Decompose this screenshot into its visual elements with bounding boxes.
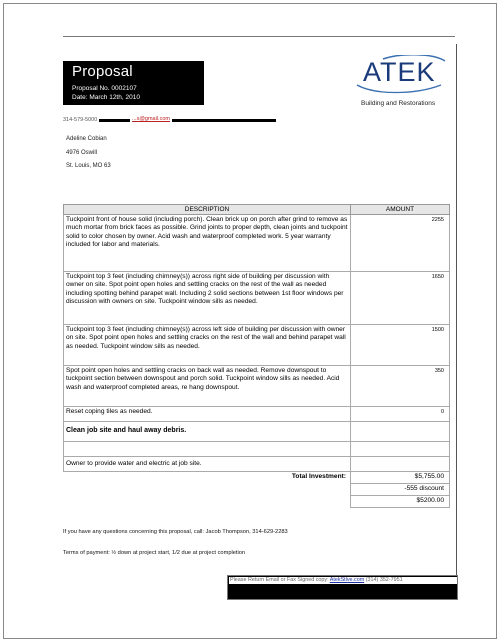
return-prefix: Please Return Email or Fax Signed copy: bbox=[230, 577, 329, 583]
total-row bbox=[64, 472, 450, 484]
line-items-table bbox=[63, 204, 450, 508]
proposal-title: Proposal bbox=[72, 63, 133, 80]
contact-phone: 314-579-5000 bbox=[63, 117, 98, 123]
logo-text: ATEK bbox=[363, 57, 436, 87]
proposal-number: Proposal No. 0002107 bbox=[72, 85, 137, 92]
table-row bbox=[64, 325, 450, 366]
table-row bbox=[64, 407, 450, 422]
row-amount bbox=[351, 442, 450, 457]
row-description bbox=[64, 442, 351, 457]
return-instructions bbox=[229, 577, 457, 584]
top-rule bbox=[63, 36, 455, 37]
row-amount: 1500 bbox=[351, 325, 450, 366]
row-amount bbox=[351, 422, 450, 442]
total-final: $5200.00 bbox=[351, 496, 450, 508]
company-logo bbox=[355, 55, 447, 95]
row-amount: 2255 bbox=[351, 215, 450, 272]
proposal-date: Date: March 12th, 2010 bbox=[72, 94, 140, 101]
table-header-row bbox=[64, 205, 450, 215]
amount-header: AMOUNT bbox=[351, 205, 450, 215]
table-row bbox=[64, 215, 450, 272]
total-subtotal: $5,755.00 bbox=[351, 472, 450, 484]
row-description: Tuckpoint front of house solid (including porch). Clean brick up on porch after grind to remove as much mortar from brick faces as possible. Grind joints to proper depth, clean joints and tuckpoint solid to color chosen by owner. Acid wash and waterproof completed work. 5 year warranty included for labor and materials. bbox=[64, 215, 351, 272]
row-description: Clean job site and haul away debris. bbox=[64, 422, 351, 442]
row-description: Reset coping tiles as needed. bbox=[64, 407, 351, 422]
row-description: Tuckpoint top 3 feet (including chimney(s)) across right side of building per discussion with owner on site. Spot point open holes and settling cracks on the rest of the wall as needed including spotting behind parapet wall. Including 2 solid sections between 1st floor windows per discussion with owners on site. Tuckpoint window sills as needed. bbox=[64, 272, 351, 325]
final-total-row bbox=[64, 496, 450, 508]
table-row bbox=[64, 422, 450, 442]
description-header: DESCRIPTION bbox=[64, 205, 351, 215]
row-description: Spot point open holes and settling cracks on back wall as needed. Remove downspout to tuckpoint section between downspout and porch solid. Tuckpoint window sills as needed. Acid wash and waterproof completed areas, re hang downspout. bbox=[64, 366, 351, 407]
questions-note: If you have any questions concerning this proposal, call: Jacob Thompson, 314-629-2283 bbox=[63, 529, 288, 535]
table-row bbox=[64, 366, 450, 407]
payment-terms: Terms of payment: ½ down at project start, 1/2 due at project completion bbox=[63, 550, 246, 556]
contact-email[interactable]: ...s@gmail.com bbox=[132, 116, 170, 122]
row-description: Owner to provide water and electric at job site. bbox=[64, 457, 351, 472]
row-amount: 350 bbox=[351, 366, 450, 407]
return-fax: (314) 352-7951 bbox=[365, 577, 403, 583]
row-amount: 1650 bbox=[351, 272, 450, 325]
discount-row bbox=[64, 484, 450, 496]
return-instructions-box bbox=[227, 575, 458, 600]
client-name: Adeline Cobian bbox=[66, 136, 107, 142]
right-rule bbox=[456, 44, 457, 600]
client-street: 4976 Oswill bbox=[66, 150, 98, 156]
total-label: Total Investment: bbox=[291, 473, 346, 480]
row-amount: 0 bbox=[351, 407, 450, 422]
client-city: St. Louis, MO 63 bbox=[66, 163, 111, 169]
table-row bbox=[64, 457, 450, 472]
proposal-header bbox=[63, 61, 204, 105]
table-row bbox=[64, 442, 450, 457]
row-amount bbox=[351, 457, 450, 472]
row-description: Tuckpoint top 3 feet (including chimney(s)) across left side of building per discussion with owner on site. Spot point open holes and settling cracks on the rest of the wall and behind parapet wall as needed. Tuckpoint window sills as needed. bbox=[64, 325, 351, 366]
company-tagline: Building and Restorations bbox=[361, 100, 436, 107]
return-website-link[interactable]: AtekStlve.com bbox=[329, 577, 365, 583]
total-discount: -555 discount bbox=[351, 484, 450, 496]
table-row bbox=[64, 272, 450, 325]
